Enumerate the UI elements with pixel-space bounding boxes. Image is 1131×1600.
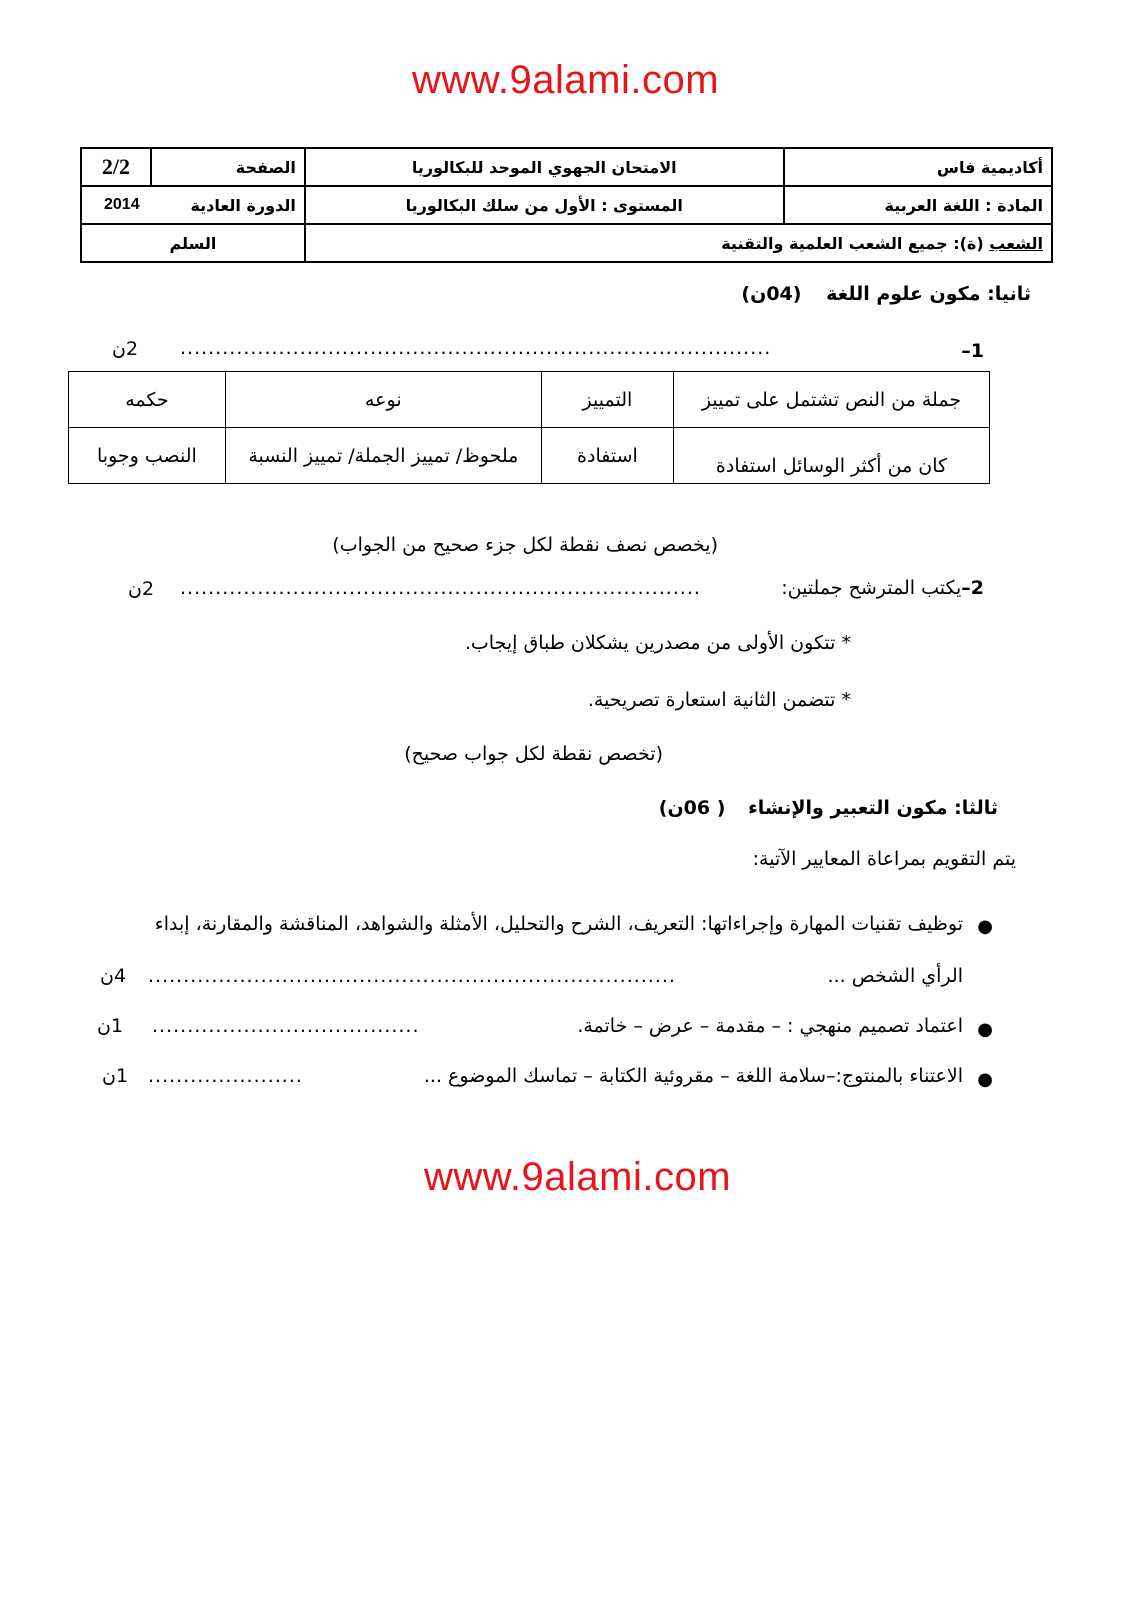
header-cell: حكمه [69, 372, 226, 428]
q2-note: (تخصص نقطة لكل جواب صحيح) [404, 743, 663, 765]
q2-item: * تتضمن الثانية استعارة تصريحية. [587, 689, 851, 711]
section3-title: ثالثا: مكون التعبير والإنشاء [748, 797, 998, 819]
table-cell: كان من أكثر الوسائل استفادة [674, 428, 990, 484]
tamyiz-table [68, 371, 990, 484]
scale-label: السلم [169, 233, 217, 253]
subject-cell [784, 186, 1052, 224]
page-label: الصفحة [235, 157, 296, 177]
criterion-1-score: 4ن [100, 965, 127, 987]
section2-points: (04ن) [741, 283, 802, 305]
subject: المادة : اللغة العربية [884, 195, 1043, 215]
q2-dots: .......................................................................... [180, 577, 701, 599]
criterion-3-dots: ...................... [148, 1065, 303, 1087]
q1-dots: .................................................................................... [180, 337, 772, 359]
header-cell: جملة من النص تشتمل على تمييز [674, 372, 990, 428]
criterion-2-score: 1ن [97, 1015, 124, 1037]
page-number: 2/2 [101, 154, 130, 179]
section3-points: ( 06ن) [658, 797, 726, 819]
criterion-1-dots: ........................................................................... [148, 965, 676, 987]
table-header-row [69, 372, 990, 428]
bullet-icon: ● [977, 1019, 993, 1040]
table-row [69, 428, 990, 484]
branch-cell [305, 224, 1052, 262]
section2-heading [741, 283, 1031, 305]
q2-number: 2– [961, 577, 984, 599]
academy-name: أكاديمية فاس [936, 157, 1043, 177]
session-cell [81, 186, 305, 224]
bullet-icon: ● [977, 1069, 993, 1090]
exam-title: الامتحان الجهوي الموحد للبكالوريا [411, 157, 677, 177]
criterion-2-dots: ...................................... [152, 1015, 420, 1037]
section3-heading [659, 797, 998, 819]
criterion-1-line2: الرأي الشخص ... [827, 965, 963, 987]
watermark-url-top[interactable]: www.9alami.com [411, 58, 720, 102]
exam-year: 2014 [104, 196, 140, 213]
q1-score: 2ن [112, 338, 139, 360]
exam-title-cell [305, 148, 784, 186]
table-cell: ملحوظ/ تمييز الجملة/ تمييز النسبة [225, 428, 541, 484]
criterion-3-score: 1ن [102, 1065, 129, 1087]
watermark-url-bottom[interactable]: www.9alami.com [423, 1155, 732, 1199]
q2-item: * تتكون الأولى من مصدرين يشكلان طباق إيجاب. [464, 632, 851, 654]
page-label-cell [151, 148, 305, 186]
session-label: الدورة العادية [190, 195, 296, 215]
branch-label: الشعب [989, 233, 1043, 253]
header-cell: نوعه [225, 372, 541, 428]
page-value-cell [81, 148, 151, 186]
criterion-1-line1: توظيف تقنيات المهارة وإجراءاتها: التعريف، الشرح والتحليل، الأمثلة والشواهد، المناقشة والمقارنة، إبداء [154, 913, 963, 935]
level-cell [305, 186, 784, 224]
header-cell: التمييز [541, 372, 673, 428]
q2-line [781, 577, 984, 599]
academy-cell [784, 148, 1052, 186]
q1-note: (يخصص نصف نقطة لكل جزء صحيح من الجواب) [332, 534, 718, 556]
criterion-3-text: الاعتناء بالمنتوج:–سلامة اللغة – مقروئية الكتابة – تماسك الموضوع ... [423, 1065, 963, 1087]
table-cell: استفادة [541, 428, 673, 484]
scale-cell [81, 224, 305, 262]
criterion-2-text: اعتماد تصميم منهجي : – مقدمة – عرض – خاتمة. [577, 1015, 963, 1037]
section3-intro: يتم التقويم بمراعاة المعايير الآتية: [752, 848, 1016, 870]
q2-text: يكتب المترشح جملتين: [781, 577, 962, 599]
table-cell: النصب وجوبا [69, 428, 226, 484]
branch-value: (ة): جميع الشعب العلمية والتقنية [721, 233, 990, 253]
exam-header-table [80, 147, 1053, 263]
q2-score: 2ن [128, 578, 155, 600]
level: المستوى : الأول من سلك البكالوريا [405, 195, 683, 215]
section2-title: ثانيا: مكون علوم اللغة [826, 283, 1031, 305]
q1-number: 1– [961, 340, 984, 362]
bullet-icon: ● [977, 916, 993, 937]
